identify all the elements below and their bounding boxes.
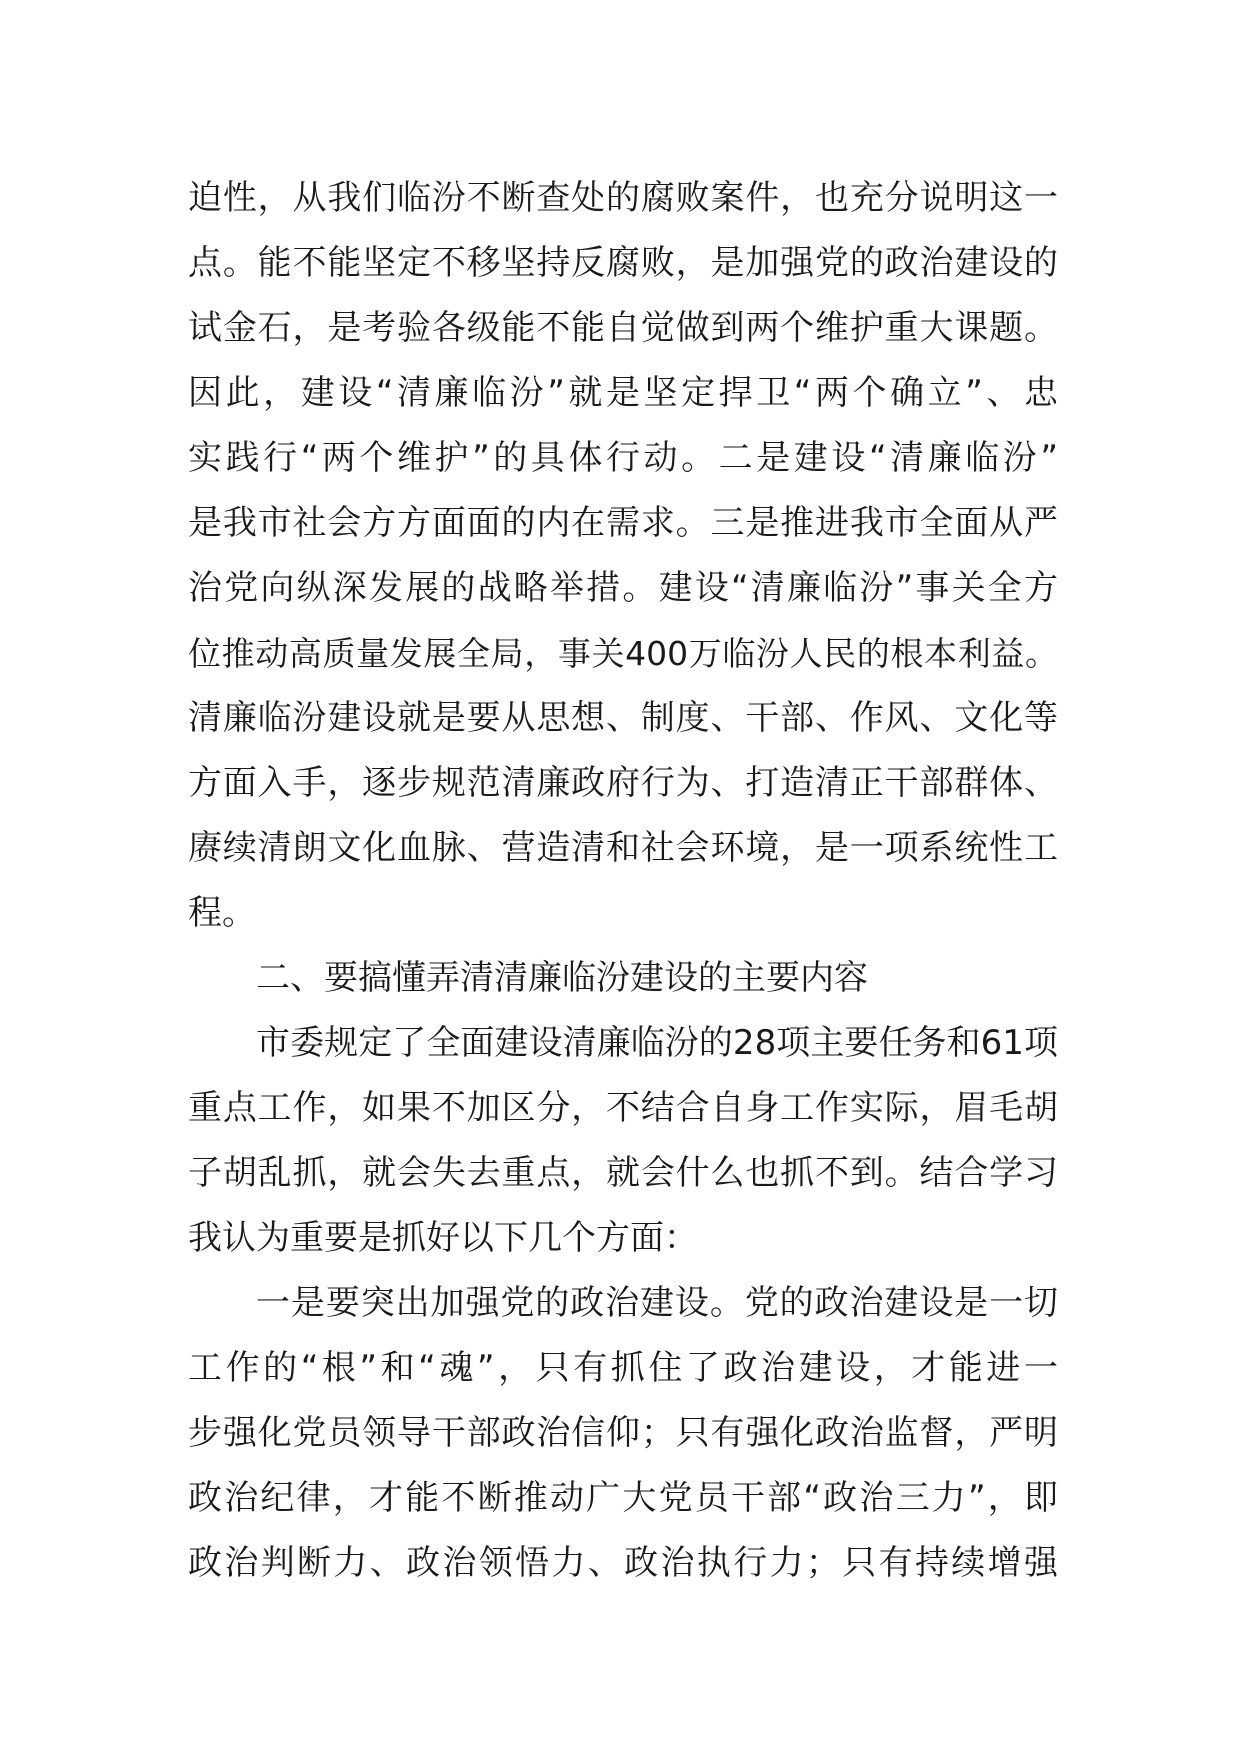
text-line: 试金石，是考验各级能不能自觉做到两个维护重大课题。 <box>188 308 1058 348</box>
text-line: 我认为重要是抓好以下几个方面： <box>188 1218 698 1258</box>
text-line: 因此，建设“清廉临汾”就是坚定捍卫“两个确立”、忠 <box>188 373 1058 413</box>
text-line: 赓续清朗文化血脉、营造清和社会环境，是一项系统性工 <box>188 828 1058 868</box>
text-line: 子胡乱抓，就会失去重点，就会什么也抓不到。结合学习 <box>188 1153 1058 1193</box>
text-line: 迫性，从我们临汾不断查处的腐败案件，也充分说明这一 <box>188 178 1058 218</box>
text-line: 一是要突出加强党的政治建设。党的政治建设是一切 <box>256 1283 1058 1323</box>
document-body <box>188 166 1058 1596</box>
text-line: 政治纪律，才能不断推动广大党员干部“政治三力”，即 <box>188 1478 1058 1518</box>
text-line: 政治判断力、政治领悟力、政治执行力；只有持续增强 <box>188 1543 1058 1583</box>
text-line: 步强化党员领导干部政治信仰；只有强化政治监督，严明 <box>188 1413 1058 1453</box>
text-line: 程。 <box>188 893 256 933</box>
text-line: 方面入手，逐步规范清廉政府行为、打造清正干部群体、 <box>188 763 1058 803</box>
text-line: 市委规定了全面建设清廉临汾的28项主要任务和61项 <box>256 1023 1058 1063</box>
text-line: 工作的“根”和“魂”，只有抓住了政治建设，才能进一 <box>188 1348 1058 1388</box>
text-line: 治党向纵深发展的战略举措。建设“清廉临汾”事关全方 <box>188 568 1058 608</box>
text-line: 位推动高质量发展全局，事关400万临汾人民的根本利益。 <box>188 634 1058 673</box>
section-heading: 二、要搞懂弄清清廉临汾建设的主要内容 <box>256 958 868 998</box>
text-line: 清廉临汾建设就是要从思想、制度、干部、作风、文化等 <box>188 698 1058 738</box>
text-line: 重点工作，如果不加区分，不结合自身工作实际，眉毛胡 <box>188 1088 1058 1128</box>
text-line: 是我市社会方方面面的内在需求。三是推进我市全面从严 <box>188 503 1058 543</box>
text-line: 点。能不能坚定不移坚持反腐败，是加强党的政治建设的 <box>188 243 1058 283</box>
text-line: 实践行“两个维护”的具体行动。二是建设“清廉临汾” <box>188 438 1058 478</box>
